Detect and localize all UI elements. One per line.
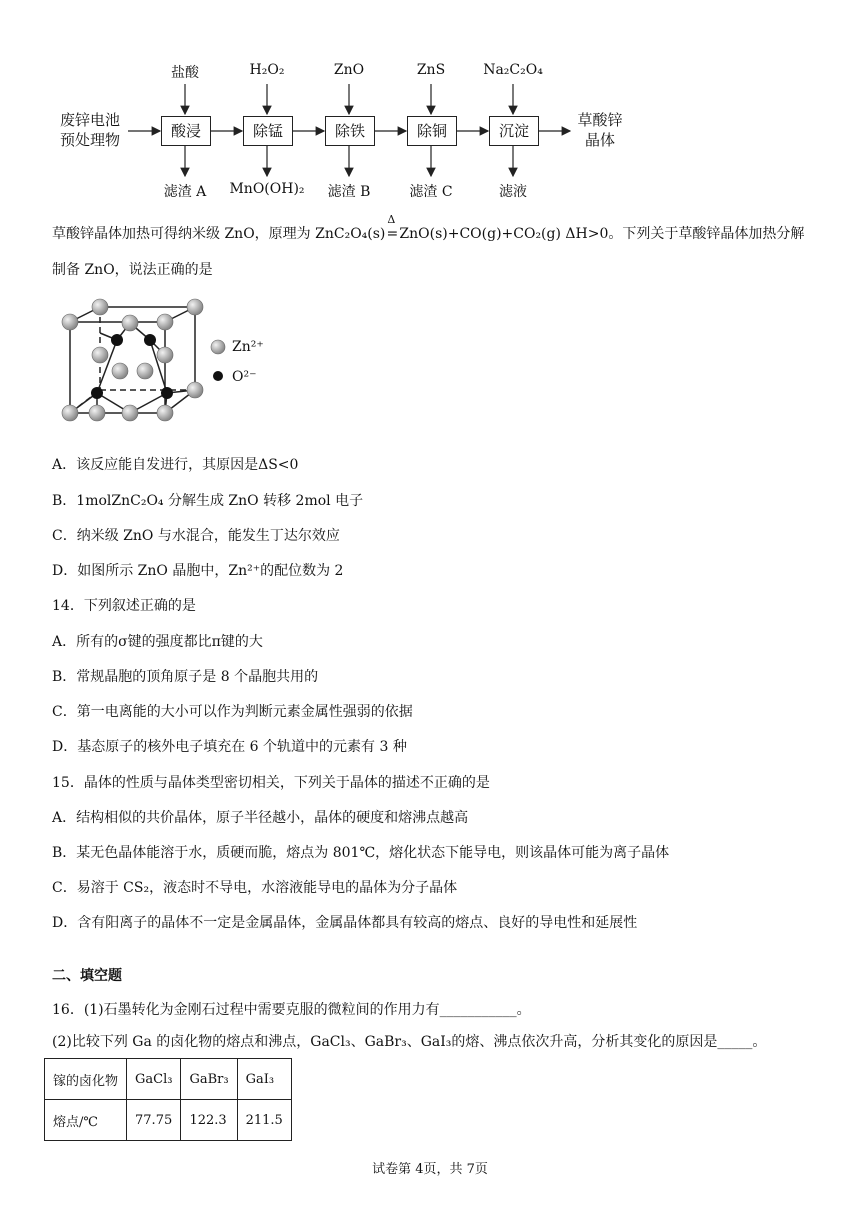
legend-o-label: O²⁻ <box>232 369 257 385</box>
table-header-row <box>45 1059 292 1100</box>
table-cell: 122.3 <box>181 1100 237 1141</box>
flow-output-line2: 晶体 <box>584 131 615 149</box>
q15-option-b: B．某无色晶体能溶于水，质硬而脆，熔点为 801℃，熔化状态下能导电，则该晶体可能为离子晶体 <box>52 845 670 861</box>
table-cell: GaBr₃ <box>181 1059 237 1100</box>
process-flow-diagram <box>0 0 860 215</box>
product-residue-b: 滤渣 B <box>327 184 371 200</box>
q16-line2: (2)比较下列 Ga 的卤化物的熔点和沸点，GaCl₃、GaBr₃、GaI₃的熔、沸点依次升高，分析其变化的原因是_____。 <box>52 1034 767 1050</box>
q13-option-a: A．该反应能自发进行，其原因是ΔS<0 <box>52 457 299 473</box>
q14-option-b: B．常规晶胞的顶角原子是 8 个晶胞共用的 <box>52 669 319 685</box>
gallium-halide-table <box>44 1058 292 1141</box>
q13-option-d: D．如图所示 ZnO 晶胞中，Zn²⁺的配位数为 2 <box>52 563 344 579</box>
flow-input-line1: 废锌电池 <box>59 111 120 129</box>
product-residue-a: 滤渣 A <box>163 184 207 200</box>
step-precipitate: 沉淀 <box>489 116 539 146</box>
section-title: 二、填空题 <box>52 968 122 984</box>
q15-option-c: C．易溶于 CS₂，液态时不导电，水溶液能导电的晶体为分子晶体 <box>52 880 458 896</box>
q14-option-c: C．第一电离能的大小可以作为判断元素金属性强弱的依据 <box>52 704 413 720</box>
table-cell: 77.75 <box>127 1100 181 1141</box>
legend-markers <box>208 338 228 386</box>
q15-stem: 15．晶体的性质与晶体类型密切相关，下列关于晶体的描述不正确的是 <box>52 775 490 791</box>
step-acid-leach: 酸浸 <box>161 116 211 146</box>
q15-option-a: A．结构相似的共价晶体，原子半径越小，晶体的硬度和熔沸点越高 <box>52 810 469 826</box>
delta-symbol: Δ <box>387 213 396 226</box>
product-filtrate: 滤液 <box>499 184 527 200</box>
step-remove-cu: 除铜 <box>407 116 457 146</box>
q13-option-c: C．纳米级 ZnO 与水混合，能发生丁达尔效应 <box>52 528 340 544</box>
q13-intro-line1 <box>52 213 805 244</box>
flow-input-line2: 预处理物 <box>59 131 120 149</box>
reagent-hcl: 盐酸 <box>171 65 199 81</box>
flow-input <box>52 110 128 150</box>
table-cell: GaCl₃ <box>127 1059 181 1100</box>
table-cell: 211.5 <box>237 1100 291 1141</box>
flow-output-line1: 草酸锌 <box>577 111 623 129</box>
q14-stem: 14．下列叙述正确的是 <box>52 598 196 614</box>
step-remove-mn: 除锰 <box>243 116 293 146</box>
q14-option-a: A．所有的σ键的强度都比π键的大 <box>52 634 263 650</box>
step-remove-fe: 除铁 <box>325 116 375 146</box>
legend-o-marker <box>213 371 223 381</box>
legend-zn-label: Zn²⁺ <box>232 339 264 355</box>
zno-unit-cell-diagram <box>55 295 215 430</box>
table-cell: 镓的卤化物 <box>45 1059 127 1100</box>
reagent-zns: ZnS <box>416 62 446 78</box>
q13-option-b: B．1molZnC₂O₄ 分解生成 ZnO 转移 2mol 电子 <box>52 493 364 509</box>
q13-intro-b: ZnO(s)+CO(g)+CO₂(g) ΔH>0。下列关于草酸锌晶体加热分解 <box>399 226 805 242</box>
q16-line1: 16．(1)石墨转化为金刚石过程中需要克服的微粒间的作用力有___________。 <box>52 1002 531 1018</box>
reagent-na2c2o4: Na₂C₂O₄ <box>483 62 543 78</box>
table-cell: 熔点/℃ <box>45 1100 127 1141</box>
product-residue-c: 滤渣 C <box>409 184 453 200</box>
flow-output <box>572 110 628 150</box>
q14-option-d: D．基态原子的核外电子填充在 6 个轨道中的元素有 3 种 <box>52 739 407 755</box>
q13-intro-line2: 制备 ZnO，说法正确的是 <box>52 262 213 278</box>
equals-symbol: = <box>386 226 399 242</box>
q15-option-d: D．含有阳离子的晶体不一定是金属晶体，金属晶体都具有较高的熔点、良好的导电性和延展性 <box>52 915 638 931</box>
q13-intro-a: 草酸锌晶体加热可得纳米级 ZnO，原理为 ZnC₂O₄(s) <box>52 226 386 242</box>
table-cell: GaI₃ <box>237 1059 291 1100</box>
reagent-h2o2: H₂O₂ <box>249 62 285 78</box>
page-footer: 试卷第 4页，共 7页 <box>372 1162 488 1177</box>
product-mnooh2: MnO(OH)₂ <box>229 181 305 197</box>
legend-zn-marker <box>211 340 225 354</box>
table-row <box>45 1100 292 1141</box>
heat-arrow <box>385 213 399 244</box>
reagent-zno: ZnO <box>333 62 365 78</box>
